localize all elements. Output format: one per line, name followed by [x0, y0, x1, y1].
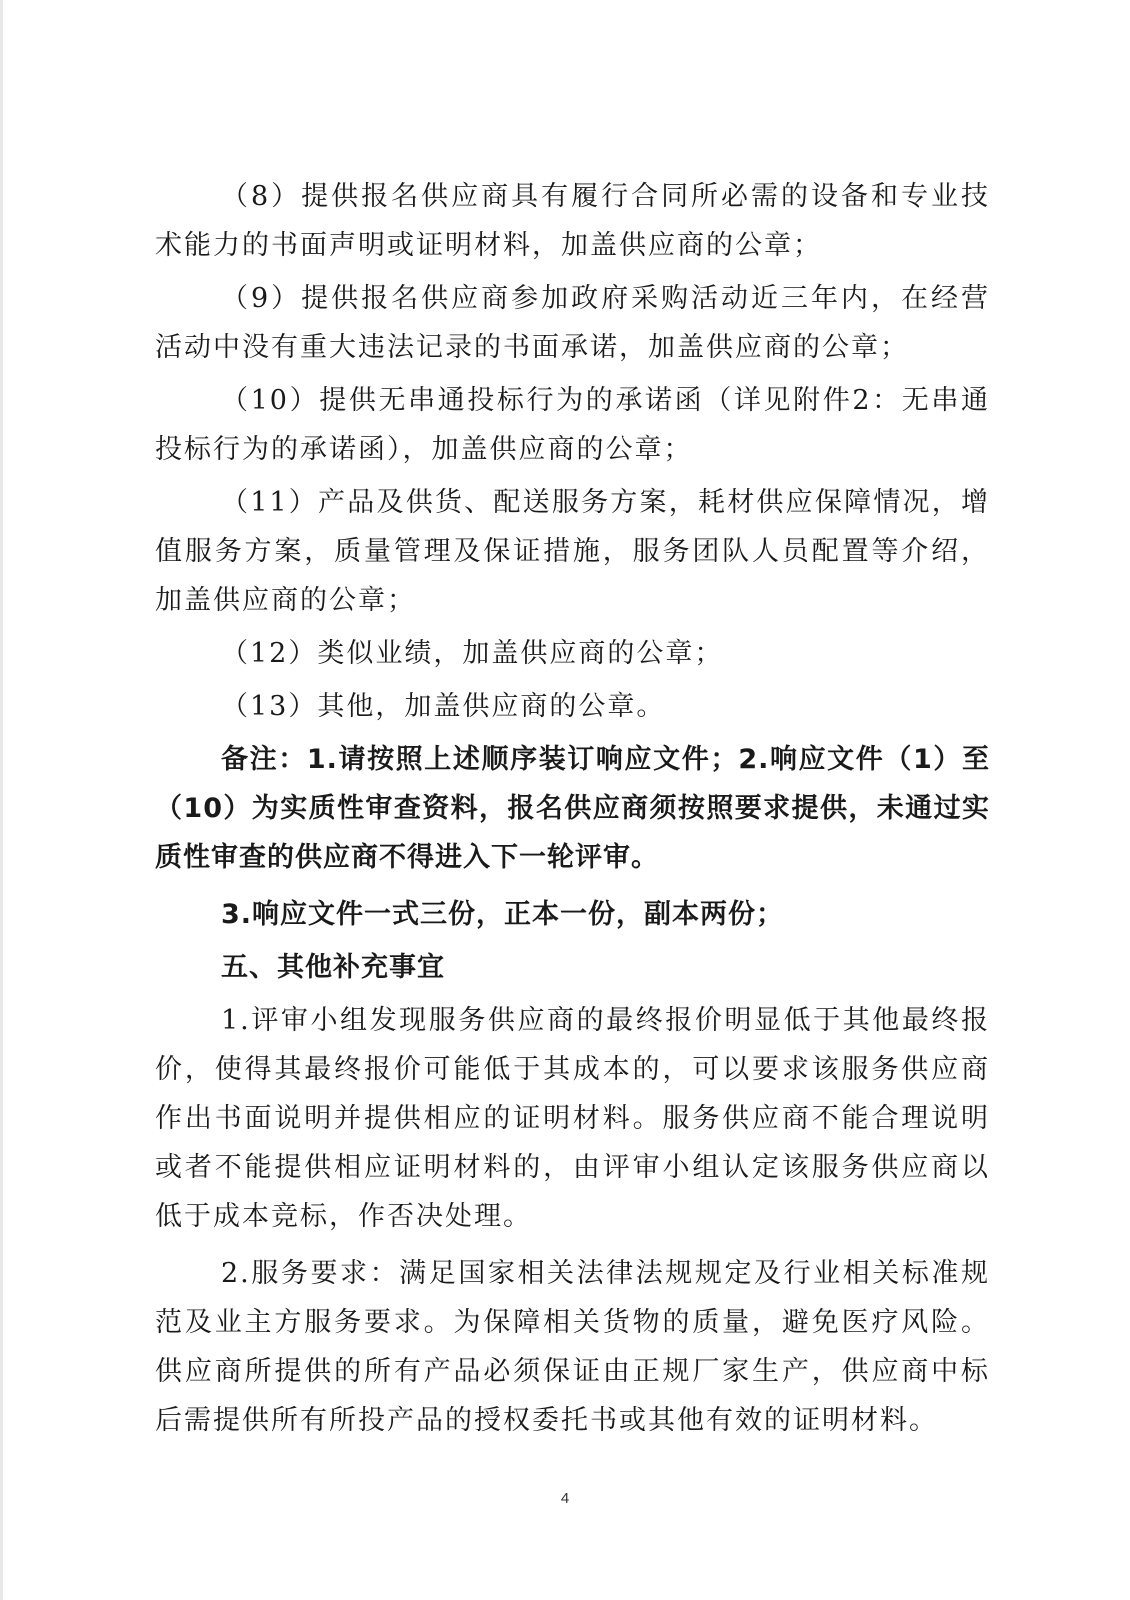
- section-heading: 五、其他补充事宜: [221, 952, 445, 983]
- list-item-9: （9）提供报名供应商参加政府采购活动近三年内，在经营活动中没有重大违法记录的书面承诺，加盖供应商的公章；: [155, 283, 990, 363]
- copies-note: 3.响应文件一式三份，正本一份，副本两份；: [221, 899, 785, 930]
- page-number: 4: [560, 1490, 570, 1507]
- list-item-11: （11）产品及供货、配送服务方案，耗材供应保障情况，增值服务方案，质量管理及保证措施，服务团队人员配置等介绍，加盖供应商的公章；: [155, 487, 990, 616]
- list-item-8: （8）提供报名供应商具有履行合同所必需的设备和专业技术能力的书面声明或证明材料，加盖供应商的公章；: [155, 181, 990, 261]
- list-item-10: （10）提供无串通投标行为的承诺函（详见附件2：无串通投标行为的承诺函），加盖供应商的公章；: [155, 385, 990, 465]
- scan-edge: [0, 0, 3, 1600]
- list-item-12: （12）类似业绩，加盖供应商的公章；: [221, 638, 724, 669]
- supplement-item-1: 1.评审小组发现服务供应商的最终报价明显低于其他最终报价，使得其最终报价可能低于其成本的，可以要求该服务供应商作出书面说明并提供相应的证明材料。服务供应商不能合理说明或者不能提供相应证明材料的，由评审小组认定该服务供应商以低于成本竞标，作否决处理。: [155, 1005, 990, 1232]
- document-body: [155, 172, 990, 1445]
- remark-paragraph: 备注：1.请按照上述顺序装订响应文件；2.响应文件（1）至（10）为实质性审查资料，报名供应商须按照要求提供，未通过实质性审查的供应商不得进入下一轮评审。: [155, 744, 990, 873]
- supplement-item-2: 2.服务要求：满足国家相关法律法规规定及行业相关标准规范及业主方服务要求。为保障相关货物的质量，避免医疗风险。供应商所提供的所有产品必须保证由正规厂家生产，供应商中标后需提供所有所投产品的授权委托书或其他有效的证明材料。: [155, 1258, 990, 1436]
- list-item-13: （13）其他，加盖供应商的公章。: [221, 691, 666, 722]
